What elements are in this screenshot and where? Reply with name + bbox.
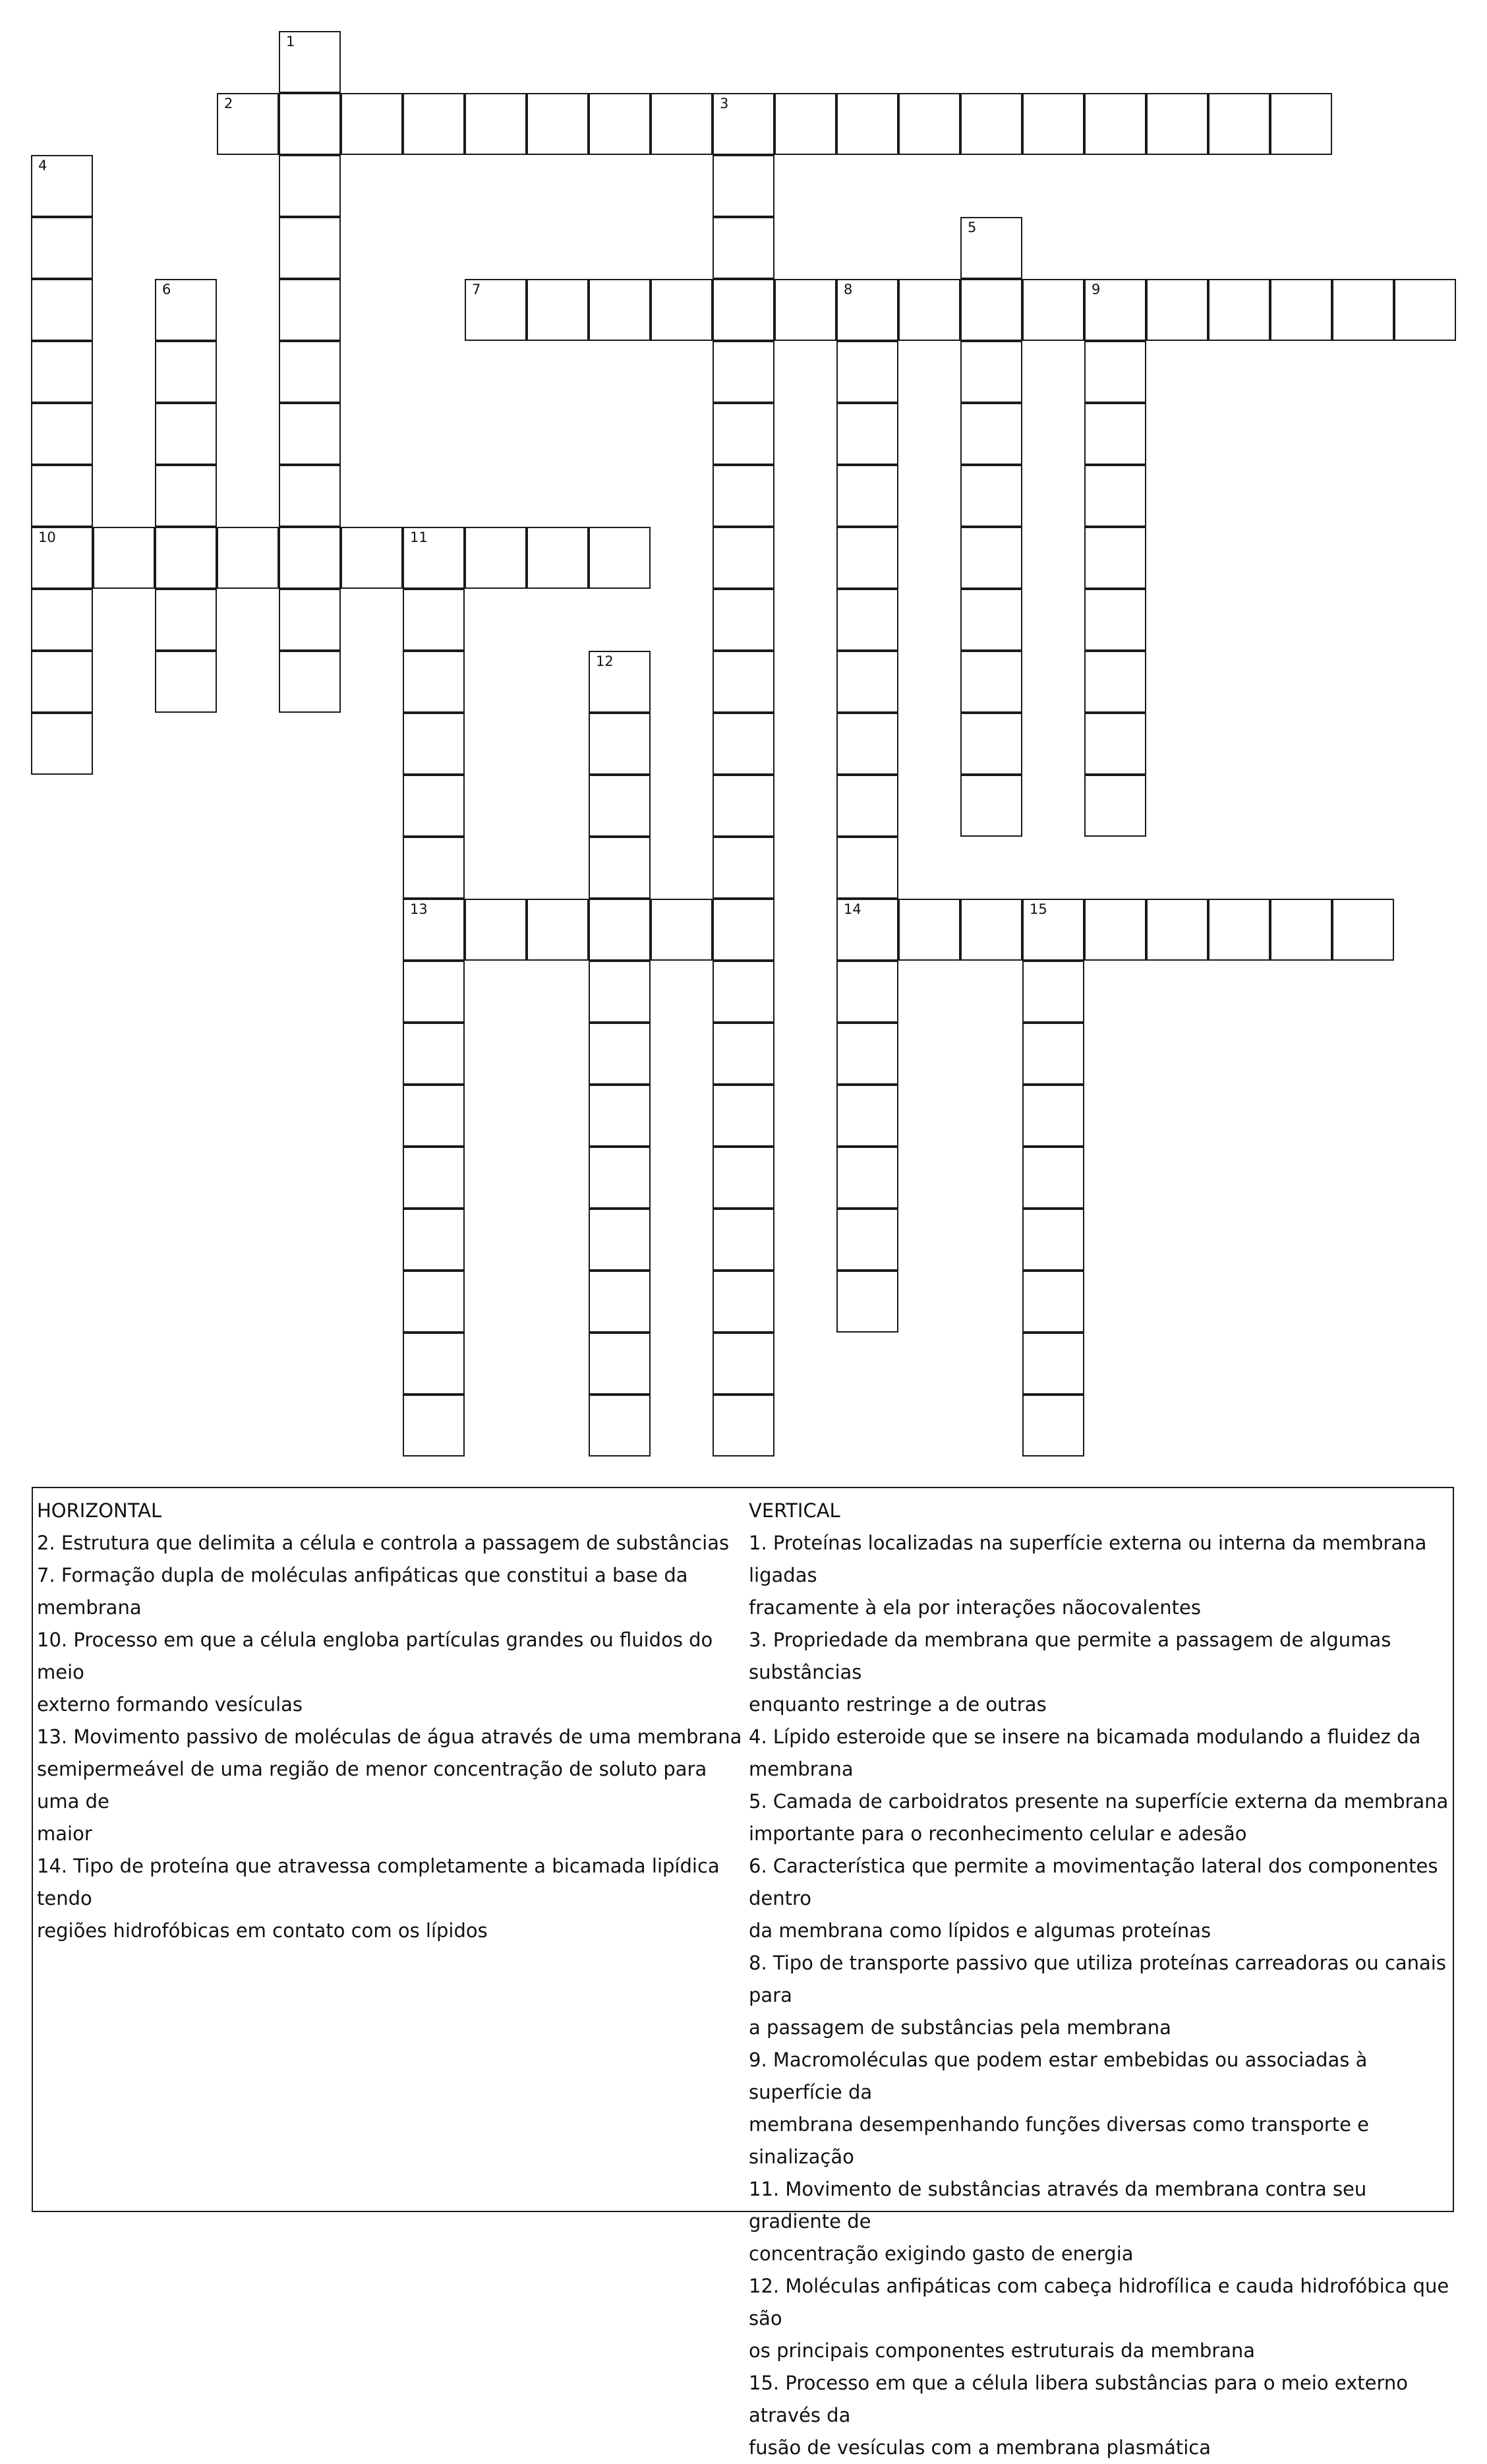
clue-line: 2. Estrutura que delimita a célula e controla a passagem de substâncias [37, 1532, 730, 1554]
crossword-cell[interactable] [898, 93, 960, 155]
horizontal-clues [37, 1495, 742, 1947]
crossword-cell[interactable] [279, 93, 341, 155]
crossword-cell[interactable] [589, 1085, 651, 1147]
crossword-cell[interactable] [1084, 589, 1146, 651]
crossword-cell[interactable] [589, 279, 651, 341]
horizontal-heading: HORIZONTAL [37, 1499, 162, 1522]
clue-number: 5 [968, 220, 977, 235]
crossword-cell[interactable] [960, 403, 1022, 465]
crossword-cell[interactable] [713, 155, 774, 217]
crossword-cell[interactable] [527, 527, 589, 589]
crossword-cell[interactable] [403, 1147, 465, 1209]
crossword-cell[interactable] [836, 1209, 898, 1271]
clue-line: 4. Lípido esteroide que se insere na bicamada modulando a fluidez da [749, 1726, 1421, 1748]
clue-line: 9. Macromoléculas que podem estar embebidas ou associadas à superfície da [749, 2049, 1368, 2103]
crossword-cell[interactable] [155, 651, 217, 713]
crossword-cell[interactable] [1208, 279, 1270, 341]
crossword-cell[interactable] [1394, 279, 1456, 341]
crossword-cell[interactable] [403, 589, 465, 651]
clue-number: 9 [1092, 282, 1101, 297]
crossword-cell[interactable] [836, 1023, 898, 1085]
crossword-cell[interactable] [403, 651, 465, 713]
crossword-cell[interactable] [960, 93, 1022, 155]
crossword-cell[interactable] [1084, 775, 1146, 837]
crossword-cell[interactable] [713, 1023, 774, 1085]
clue-number: 3 [720, 96, 729, 111]
crossword-cell[interactable] [1084, 713, 1146, 775]
clue-line: importante para o reconhecimento celular e adesão [749, 1822, 1247, 1845]
crossword-cell[interactable] [713, 341, 774, 403]
crossword-cell[interactable] [155, 465, 217, 527]
crossword-cell[interactable] [836, 775, 898, 837]
crossword-cell[interactable] [589, 1333, 651, 1395]
crossword-cell[interactable] [1084, 527, 1146, 589]
crossword-cell[interactable] [279, 465, 341, 527]
crossword-cell[interactable] [1208, 93, 1270, 155]
crossword-cell[interactable] [589, 837, 651, 899]
crossword-cell[interactable] [898, 899, 960, 961]
crossword-cell[interactable] [1022, 1147, 1084, 1209]
crossword-cell[interactable] [1084, 465, 1146, 527]
crossword-cell[interactable] [713, 1147, 774, 1209]
crossword-cell[interactable] [279, 279, 341, 341]
crossword-cell[interactable] [155, 279, 217, 341]
clue-line: 3. Propriedade da membrana que permite a passagem de algumas substâncias [749, 1629, 1391, 1683]
crossword-cell[interactable] [31, 589, 93, 651]
crossword-cell[interactable] [31, 155, 93, 217]
crossword-cell[interactable] [960, 713, 1022, 775]
crossword-cell[interactable] [836, 527, 898, 589]
crossword-cell[interactable] [31, 465, 93, 527]
clue-number: 6 [162, 282, 171, 297]
crossword-cell[interactable] [836, 651, 898, 713]
clues-box [32, 1487, 1454, 2459]
crossword-cell[interactable] [527, 899, 589, 961]
crossword-cell[interactable] [589, 527, 651, 589]
crossword-cell[interactable] [155, 341, 217, 403]
crossword-cell[interactable] [960, 589, 1022, 651]
crossword-cell[interactable] [465, 93, 527, 155]
crossword-cell[interactable] [1270, 93, 1332, 155]
clue-line: 11. Movimento de substâncias através da membrana contra seu gradiente de [749, 2178, 1367, 2233]
crossword-cell[interactable] [1084, 403, 1146, 465]
crossword-cell[interactable] [713, 713, 774, 775]
clue-number: 2 [224, 96, 233, 111]
crossword-cell[interactable] [93, 527, 155, 589]
crossword-cell[interactable] [589, 899, 651, 961]
crossword-cell[interactable] [589, 1271, 651, 1333]
crossword-cell[interactable] [1022, 899, 1084, 961]
clue-line: regiões hidrofóbicas em contato com os lípidos [37, 1919, 488, 1942]
clue-line: 5. Camada de carboidratos presente na superfície externa da membrana [749, 1790, 1449, 1813]
crossword-cell[interactable] [713, 837, 774, 899]
crossword-cell[interactable] [465, 279, 527, 341]
crossword-cell[interactable] [1022, 93, 1084, 155]
crossword-cell[interactable] [1022, 1271, 1084, 1333]
crossword-cell[interactable] [713, 1395, 774, 1457]
clue-line: 15. Processo em que a célula libera substâncias para o meio externo através da [749, 2372, 1409, 2426]
crossword-cell[interactable] [836, 465, 898, 527]
crossword-cell[interactable] [713, 1209, 774, 1271]
clue-number: 14 [844, 901, 861, 917]
crossword-cell[interactable] [713, 899, 774, 961]
crossword-cell[interactable] [31, 341, 93, 403]
crossword-cell[interactable] [403, 837, 465, 899]
crossword-cell[interactable] [651, 279, 713, 341]
crossword-cell[interactable] [651, 93, 713, 155]
crossword-cell[interactable] [403, 775, 465, 837]
crossword-cell[interactable] [1332, 899, 1394, 961]
crossword-cell[interactable] [341, 527, 403, 589]
clue-number: 7 [472, 282, 481, 297]
crossword-cell[interactable] [1146, 279, 1208, 341]
clue-line: 12. Moléculas anfipáticas com cabeça hidrofílica e cauda hidrofóbica que são [749, 2275, 1449, 2329]
crossword-cell[interactable] [403, 1085, 465, 1147]
crossword-cell[interactable] [713, 651, 774, 713]
crossword-cell[interactable] [589, 1395, 651, 1457]
clue-line: semipermeável de uma região de menor concentração de soluto para uma de [37, 1758, 707, 1813]
crossword-cell[interactable] [589, 1147, 651, 1209]
crossword-cell[interactable] [1270, 279, 1332, 341]
clue-number: 8 [844, 282, 853, 297]
crossword-cell[interactable] [1022, 279, 1084, 341]
crossword-cell[interactable] [960, 217, 1022, 279]
crossword-cell[interactable] [217, 527, 279, 589]
crossword-cell[interactable] [1022, 1395, 1084, 1457]
crossword-cell[interactable] [465, 899, 527, 961]
crossword-cell[interactable] [836, 589, 898, 651]
crossword-cell[interactable] [403, 899, 465, 961]
crossword-cell[interactable] [960, 651, 1022, 713]
clue-line: maior [37, 1822, 92, 1845]
clue-number: 11 [410, 529, 428, 545]
crossword-cell[interactable] [836, 1271, 898, 1333]
crossword-cell[interactable] [403, 1023, 465, 1085]
crossword-cell[interactable] [1084, 899, 1146, 961]
crossword-cell[interactable] [279, 341, 341, 403]
crossword-cell[interactable] [403, 1271, 465, 1333]
crossword-cell[interactable] [713, 279, 774, 341]
crossword-cell[interactable] [279, 403, 341, 465]
crossword-cell[interactable] [31, 527, 93, 589]
crossword-cell[interactable] [960, 527, 1022, 589]
crossword-cell[interactable] [279, 155, 341, 217]
clue-line: 14. Tipo de proteína que atravessa completamente a bicamada lipídica tendo [37, 1855, 720, 1909]
crossword-cell[interactable] [589, 1209, 651, 1271]
crossword-cell[interactable] [713, 527, 774, 589]
crossword-cell[interactable] [1084, 341, 1146, 403]
clue-line: membrana [749, 1758, 854, 1780]
clue-line: 10. Processo em que a célula engloba partículas grandes ou fluidos do meio [37, 1629, 713, 1683]
clue-line: 1. Proteínas localizadas na superfície externa ou interna da membrana ligadas [749, 1532, 1427, 1586]
crossword-cell[interactable] [960, 899, 1022, 961]
crossword-cell[interactable] [403, 93, 465, 155]
crossword-cell[interactable] [836, 403, 898, 465]
clue-number: 12 [596, 653, 614, 669]
crossword-cell[interactable] [1084, 93, 1146, 155]
vertical-heading: VERTICAL [749, 1499, 840, 1522]
clue-line: fusão de vesículas com a membrana plasmática [749, 2436, 1211, 2459]
crossword-cell[interactable] [1022, 1209, 1084, 1271]
crossword-cell[interactable] [217, 93, 279, 155]
crossword-cell[interactable] [589, 1023, 651, 1085]
crossword-cell[interactable] [836, 1147, 898, 1209]
crossword-cell[interactable] [713, 93, 774, 155]
crossword-cell[interactable] [527, 93, 589, 155]
crossword-cell[interactable] [713, 465, 774, 527]
clue-number: 13 [410, 901, 428, 917]
crossword-cell[interactable] [1270, 899, 1332, 961]
crossword-cell[interactable] [155, 403, 217, 465]
crossword-cell[interactable] [713, 1085, 774, 1147]
crossword-cell[interactable] [403, 1333, 465, 1395]
clue-line: 6. Característica que permite a movimentação lateral dos componentes dentro [749, 1855, 1438, 1909]
crossword-cell[interactable] [1208, 899, 1270, 961]
crossword-cell[interactable] [279, 217, 341, 279]
crossword-cell[interactable] [31, 217, 93, 279]
clue-line: fracamente à ela por interações nãocovalentes [749, 1596, 1202, 1619]
crossword-cell[interactable] [155, 589, 217, 651]
crossword-cell[interactable] [1084, 651, 1146, 713]
clue-line: externo formando vesículas [37, 1693, 303, 1716]
crossword-cell[interactable] [1146, 93, 1208, 155]
crossword-cell[interactable] [836, 341, 898, 403]
crossword-cell[interactable] [589, 93, 651, 155]
clue-number: 4 [38, 158, 47, 173]
crossword-cell[interactable] [1146, 899, 1208, 961]
crossword-cell[interactable] [713, 1333, 774, 1395]
crossword-cell[interactable] [713, 1271, 774, 1333]
crossword-cell[interactable] [836, 837, 898, 899]
crossword-cell[interactable] [836, 899, 898, 961]
clue-number: 15 [1030, 901, 1047, 917]
crossword-cell[interactable] [527, 279, 589, 341]
clue-line: membrana desempenhando funções diversas como transporte e sinalização [749, 2113, 1370, 2168]
crossword-cell[interactable] [279, 589, 341, 651]
crossword-cell[interactable] [279, 31, 341, 93]
crossword-cell[interactable] [960, 341, 1022, 403]
crossword-cell[interactable] [836, 713, 898, 775]
crossword-cell[interactable] [403, 1395, 465, 1457]
crossword-cell[interactable] [1022, 1333, 1084, 1395]
crossword-cell[interactable] [589, 651, 651, 713]
crossword-cell[interactable] [836, 279, 898, 341]
clue-line: os principais componentes estruturais da membrana [749, 2339, 1256, 2362]
crossword-cell[interactable] [713, 961, 774, 1023]
crossword-cell[interactable] [898, 279, 960, 341]
crossword-cell[interactable] [31, 713, 93, 775]
crossword-cell[interactable] [403, 713, 465, 775]
crossword-cell[interactable] [713, 403, 774, 465]
crossword-cell[interactable] [31, 403, 93, 465]
crossword-cell[interactable] [960, 465, 1022, 527]
clue-number: 10 [38, 529, 56, 545]
crossword-cell[interactable] [403, 527, 465, 589]
crossword-cell[interactable] [403, 961, 465, 1023]
crossword-cell[interactable] [774, 279, 836, 341]
clue-line: a passagem de substâncias pela membrana [749, 2016, 1171, 2039]
crossword-cell[interactable] [1022, 961, 1084, 1023]
crossword-cell[interactable] [155, 527, 217, 589]
crossword-cell[interactable] [279, 651, 341, 713]
crossword-cell[interactable] [589, 775, 651, 837]
crossword-cell[interactable] [1022, 1085, 1084, 1147]
vertical-clues [749, 1495, 1453, 2464]
crossword-cell[interactable] [713, 217, 774, 279]
crossword-cell[interactable] [713, 775, 774, 837]
crossword-cell[interactable] [836, 1085, 898, 1147]
clue-line: da membrana como lípidos e algumas proteínas [749, 1919, 1211, 1942]
crossword-cell[interactable] [465, 527, 527, 589]
crossword-cell[interactable] [31, 651, 93, 713]
crossword-cell[interactable] [279, 527, 341, 589]
crossword-cell[interactable] [651, 899, 713, 961]
clue-line: concentração exigindo gasto de energia [749, 2242, 1134, 2265]
crossword-cell[interactable] [836, 961, 898, 1023]
crossword-cell[interactable] [960, 279, 1022, 341]
crossword-cell[interactable] [836, 93, 898, 155]
clue-line: 7. Formação dupla de moléculas anfipáticas que constitui a base da membrana [37, 1564, 688, 1619]
clue-line: 8. Tipo de transporte passivo que utiliza proteínas carreadoras ou canais para [749, 1952, 1446, 2006]
crossword-cell[interactable] [1084, 279, 1146, 341]
clue-line: enquanto restringe a de outras [749, 1693, 1047, 1716]
crossword-cell[interactable] [31, 279, 93, 341]
clue-number: 1 [286, 34, 295, 49]
crossword-cell[interactable] [341, 93, 403, 155]
crossword-cell[interactable] [774, 93, 836, 155]
crossword-cell[interactable] [1332, 279, 1394, 341]
crossword-cell[interactable] [960, 775, 1022, 837]
crossword-cell[interactable] [589, 961, 651, 1023]
crossword-cell[interactable] [713, 589, 774, 651]
crossword-cell[interactable] [1022, 1023, 1084, 1085]
crossword-cell[interactable] [589, 713, 651, 775]
clue-line: 13. Movimento passivo de moléculas de água através de uma membrana [37, 1726, 742, 1748]
crossword-cell[interactable] [403, 1209, 465, 1271]
